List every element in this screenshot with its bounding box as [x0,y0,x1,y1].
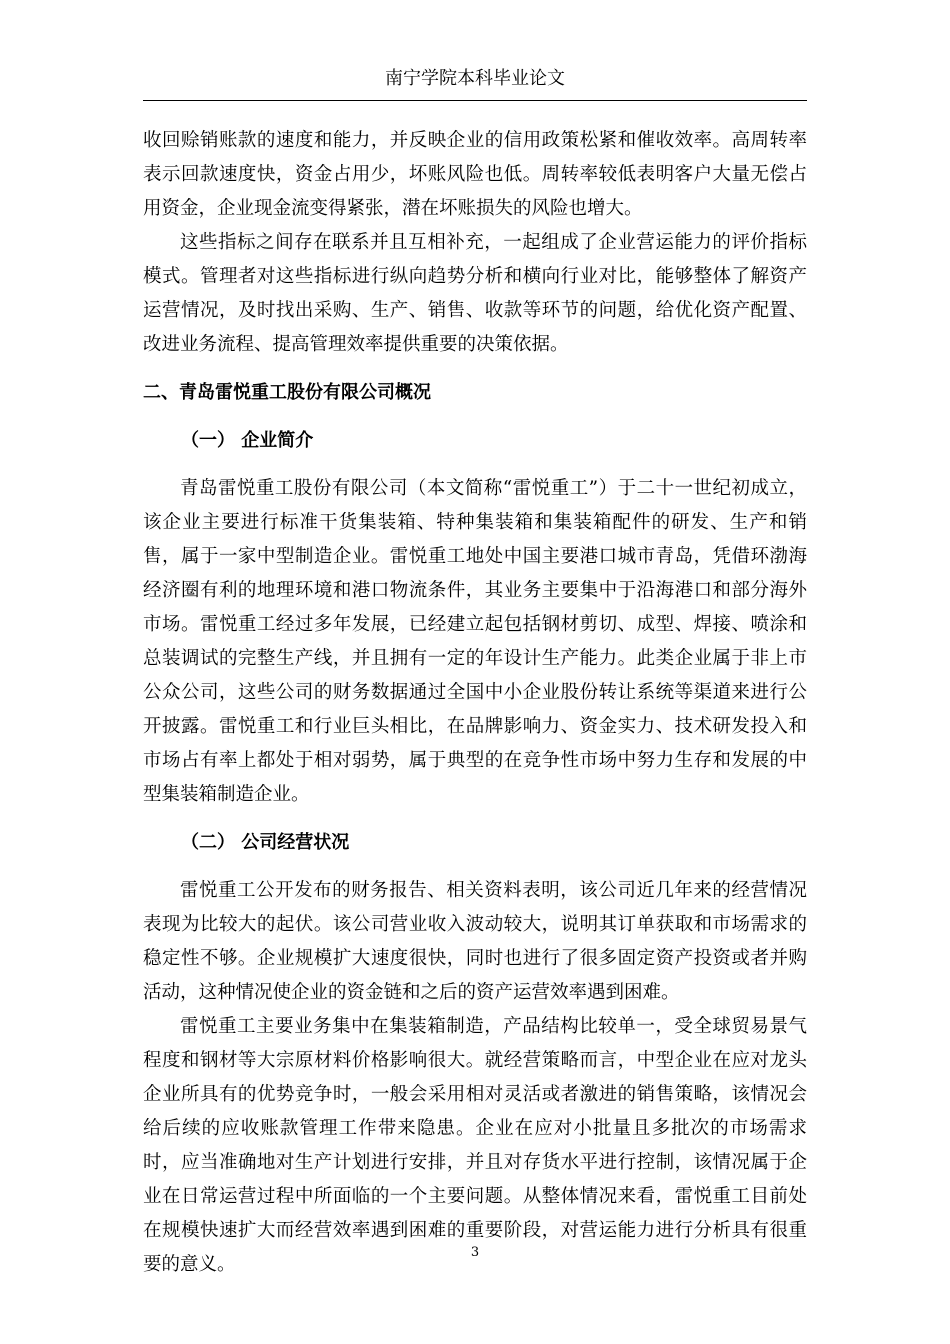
paragraph-operations-1: 雷悦重工公开发布的财务报告、相关资料表明，该公司近几年来的经营情况表现为比较大的起伏。该公司营业收入波动较大，说明其订单获取和市场需求的稳定性不够。企业规模扩大速度很快，同时也进行了很多固定资产投资或者并购活动，这种情况使企业的资金链和之后的资产运营效率遇到困难。 [143,880,807,1003]
subsection-heading-company-profile: （一） 企业简介 [181,430,314,451]
section-heading: 二、青岛雷悦重工股份有限公司概况 [143,382,431,403]
paragraph-operations-2: 雷悦重工主要业务集中在集装箱制造，产品结构比较单一，受全球贸易景气程度和钢材等大宗原材料价格影响很大。就经营策略而言，中型企业在应对龙头企业所具有的优势竞争时，一般会采用相对灵活或者激进的销售策略，该情况会给后续的应收账款管理工作带来隐患。企业在应对小批量且多批次的市场需求时，应当准确地对生产计划进行安排，并且对存货水平进行控制，该情况属于企业在日常运营过程中所面临的一个主要问题。从整体情况来看，雷悦重工目前处在规模快速扩大而经营效率遇到困难的重要阶段，对营运能力进行分析具有很重要的意义。 [143,1016,807,1275]
subsection-heading-operations: （二） 公司经营状况 [181,832,350,853]
running-header: 南宁学院本科毕业论文 [385,68,565,89]
paragraph-continued: 收回赊销账款的速度和能力，并反映企业的信用政策松紧和催收效率。高周转率表示回款速度快，资金占用少，坏账风险也低。周转率较低表明客户大量无偿占用资金，企业现金流变得紧张，潜在坏账损失的风险也增大。 [143,130,807,219]
body-content [143,124,807,1282]
header-rule [143,100,807,101]
paragraph-company-profile: 青岛雷悦重工股份有限公司（本文简称“雷悦重工”）于二十一世纪初成立，该企业主要进行标准干货集装箱、特种集装箱和集装箱配件的研发、生产和销售，属于一家中型制造企业。雷悦重工地处中国主要港口城市青岛，凭借环渤海经济圈有利的地理环境和港口物流条件，其业务主要集中于沿海港口和部分海外市场。雷悦重工经过多年发展，已经建立起包括钢材剪切、成型、焊接、喷涂和总装调试的完整生产线，并且拥有一定的年设计生产能力。此类企业属于非上市公众公司，这些公司的财务数据通过全国中小企业股份转让系统等渠道来进行公开披露。雷悦重工和行业巨头相比，在品牌影响力、资金实力、技术研发投入和市场占有率上都处于相对弱势，属于典型的在竞争性市场中努力生存和发展的中型集装箱制造企业。 [143,478,807,805]
paragraph-indicators: 这些指标之间存在联系并且互相补充，一起组成了企业营运能力的评价指标模式。管理者对这些指标进行纵向趋势分析和横向行业对比，能够整体了解资产运营情况，及时找出采购、生产、销售、收款等环节的问题，给优化资产配置、改进业务流程、提高管理效率提供重要的决策依据。 [143,232,807,355]
page-number: 3 [470,1245,480,1260]
